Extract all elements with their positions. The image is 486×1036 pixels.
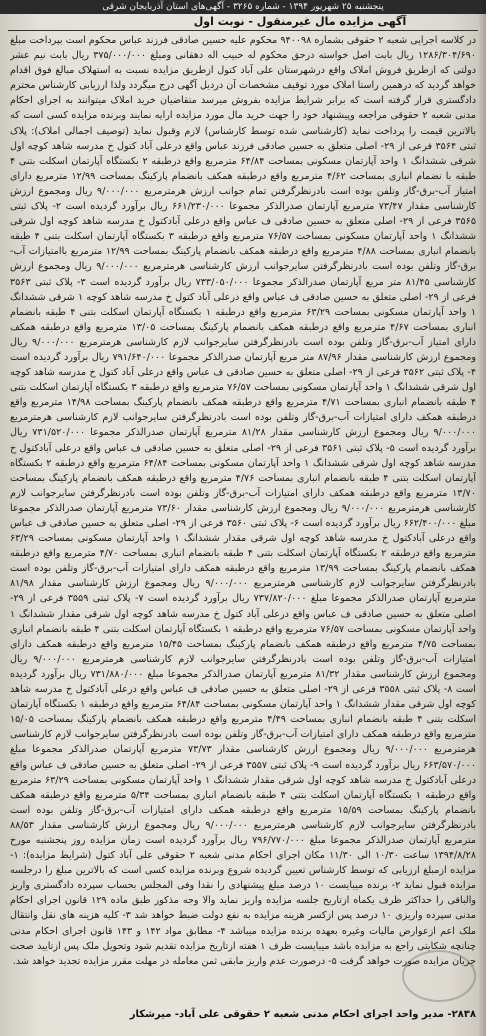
notice-body: در کلاسه اجرایی شعبه ۲ حقوقی بشماره ۹۴۰۰۹۸ محکوم علیه حسین صادقی فرزند عباس محکوم است بپرداخت مبلغ ۱۲۸۶/۳۰۴/۶۹۰ ریال بابت اصل خواسته درحق محکوم له حبیب اله دهقانی ومبلغ ۳۷۵/۰۰۰/۰۰۰ ریال بابت نیم عشر دولتی که ازطریق فروش املاک واقع درشهرستان علی آباد کتول ازطریق مزایده نسبت به استهلاک مبالغ فوق اقدام خواهد گردید که درهمین راستا املاک مورد توقیف مشخصات آن دردیل آگهی درج میگردد ولذا ارزیابی کارشناس محترم دادگستری قرار گرفته است که برابر شرایط مزایده بفروش میرسد متقاضیان خرید املاک میتوانند به اجرای احکام مدنی شعبه ۲ حقوقی مراجعه وپیشنهاد خود را جهت خرید مال مورد مزایده ارایه نمایند وبرنده مزایده کسی است که بالاترین قیمت را پرداخت نماید (کارشناسی شده توسط کارشناس) لازم وقبول نماید (توصیف اجمالی املاک): پلاک ثبتی ۳۵۶۴ فرعی از ۲۹- اصلی متعلق به حسین صادقی فرزند عباس واقع درعلی آباد کتول خ مدرسه شاهد کوچه اول شرقی ششدانگ ۱ واحد آپارتمان مسکونی بمساحت ۶۴/۸۴ مترمربع واقع درطبقه ۲ بکستگاه آپارتمان اسکلت بتنی ۴ طبقه با نضمام انباری بمساحت ۴/۶۲ مترمربع واقع درطبقه همکف بانضمام پارکینگ بمساحت ۱۲/۹۹ مترمربع دارای امتیاز آب-برق-گاز وتلفن بوده است بادرنظرگرفتن تمام جوانب ارزش هرمترمربع ۹/۰۰۰/۰۰۰ ریال ومجموع ارزش کارشناسی مقدار ۷۳/۴۷ مترمربع آپارتمان صدرالذکر مجموعا ۶۶۱/۲۳۰/۰۰۰ ریال برآورد گردیده است ۲- پلاک ثبتی ۳۵۶۵ فرعی از ۲۹- اصلی متعلق به حسین صادقی ف عباس واقع درعلی آبادکتول خ مدرسه شاهد کوچه اول شرقی ششدانگ ۱ واحد آپارتمان مسکونی بمساحت ۷۶/۵۷ مترمربع واقع درطبقه ۳ بکستگاه آپارتمان اسکلت بتنی ۴ طبقه بانضمام انباری بمساحت ۴/۸۸ مترمربع واقع درطبقه همکف بانضمام پارکینگ بمساحت ۱۲/۹۹ مترمربع باامتیازات آب-برق-گاز وتلفن بوده است بادرنظرگرفتن سایرجوانب ارزش کارشناسی هرمترمربع ۹/۰۰۰/۰۰۰ ریال ومجموع ارزش کارشناسی ۸۱/۴۵ متر مربع آپارتمان صدرالذکر مجموعا ۷۳۳/۰۵۰/۰۰۰ ریال برآورد گردیده است ۳- پلاک ثبتی ۳۵۶۳ فرعی از ۲۹- اصلی متعلق به حسین صادقی ف عباس واقع درعلی آباد کتول خ مدرسه شاهد کوچه ۱ شرقی ششدانگ ۱ واحد آپارتمان مسکونی بمساحت ۶۳/۲۹ مترمربع واقع درطبقه ۱ بکستگاه آپارتمان اسکلت بتنی ۴ طبقه بانضمام انباری بمساحت ۴/۶۷ مترمربع واقع درطبقه همکف بانضمام پارکینگ بمساحت ۱۳/۰۵ مترمربع واقع درطبقه همکف دارای امتیاز آب-برق-گاز وتلفن بوده است بادرنظرگرفتن سایرجوانب لازم کارشناسی هرمترمربع ۹/۰۰۰/۰۰۰ ریال ومجموع ارزش کارشناسی مقدار ۸۷/۹۶ متر مربع آپارتمان صدرالذکر مجموعا ۷۹۱/۶۴۰/۰۰۰ ریال برآورد گردیده است ۴- پلاک ثبتی ۳۵۶۲ فرعی از ۲۹- اصلی متعلق به حسین صادقی ف عباس واقع درعلی آباد کتول خ مدرسه شاهد کوچه اول شرقی ششدانگ ۱ واحد آپارتمان مسکونی بمساحت ۷۶/۵۷ مترمربع واقع درطبقه ۳ بکستگاه آپارتمان اسکلت بتنی ۴ طبقه بانضمام انباری بمساحت ۴/۷۱ مترمربع واقع درطبقه همکف بانضمام پارکینگ بمساحت ۱۴/۹۸ مترمربع واقع درطبقه همکف دارای امتیازات آب-برق-گاز وتلفن بوده است بادرنظرگرفتن سایرجوانب لازم کارشناسی هرمترمربع ۹/۰۰۰/۰۰۰ ریال ومجموع ارزش کارشناسی مقدار ۸۱/۲۸ مترمربع آپارتمان صدرالذکر مجموعا ۷۳۱/۵۲۰/۰۰۰ ریال برآورد گردیده است ۵- پلاک ثبتی ۳۵۶۱ فرعی از ۲۹- اصلی متعلق به حسین صادقی ف عباس واقع درعلی آبادکتول خ مدرسه شاهد کوچه اول شرقی ششدانگ ۱ واحد آپارتمان مسکونی بمساحت ۶۴/۸۴ مترمربع واقع درطبقه ۲ بکستگاه آپارتمان اسکلت بتنی ۴ طبقه بانضمام انباری بمساحت ۴/۷۶ مترمربع واقع درطبقه همکف بانضمام پارکینگ بمساحت ۱۳/۷۰ مترمربع واقع درطبقه همکف دارای امتیازات آب-برق-گاز وتلفن بوده است بادرنظرگرفتن سایرجوانب لازم کارشناسی هرمترمربع ۹/۰۰۰/۰۰۰ ریال ومجموع ارزش کارشناسی مقدار ۷۳/۶۰ مترمربع آپارتمان صدرالذکر مجموعا مبلغ ۶۶۲/۴۰۰/۰۰۰ ریال برآورد گردیده است ۶- پلاک ثبتی ۳۵۶۰ فرعی از ۲۹- اصلی متعلق به حسین صادقی ف عباس واقع درعلی آبادکتول خ مدرسه شاهد کوچه اول شرقی مقدار ششدانگ ۱ واحد آپارتمان مسکونی بمساحت ۶۳/۲۹ مترمربع واقع درطبقه ۲ بکستگاه آپارتمان اسکلت بتنی ۴ طبقه بانضمام انباری بمساحت ۴/۷۰ مترمربع واقع درطبقه همکف بانضمام پارکینگ بمساحت ۱۳/۹۹ مترمربع واقع درطبقه همکف دارای امتیازات آب-برق-گاز وتلفن بوده است بادرنظرگرفتن سایرجوانب لازم کارشناسی هرمترمربع ۹/۰۰۰/۰۰۰ ریال ومجموع ارزش کارشناسی مقدار ۸۱/۹۸ مترمربع آپارتمان صدرالذکر مجموعا مبلغ ۷۳۷/۸۲۰/۰۰۰ ریال برآورد گردیده است ۷- پلاک ثبتی ۳۵۵۹ فرعی از ۲۹- اصلی متعلق به حسین صادقی ف عباس واقع درعلی آباد کتول خ مدرسه شاهد کوچه اول شرقی مقدار ششدانگ ۱ واحد آپارتمان مسکونی بمساحت ۷۶/۵۷ مترمربع واقع درطبقه ۱ بکستگاه آپارتمان اسکلت بتنی ۴ طبقه بانضمام انباری بمساحت ۴/۷۵ مترمربع واقع درطبقه همکف بانضمام پارکینگ بمساحت ۱۵/۴۵ مترمربع واقع درطبقه همکف دارای امتیازات آب-برق-گاز وتلفن بوده است بادرنظرگرفتن سایرجوانب لازم کارشناسی هرمترمربع ۹/۰۰۰/۰۰۰ ریال ومجموع ارزش کارشناسی مقدار ۸۱/۳۲ مترمربع آپارتمان صدرالذکر مجموعا مبلغ ۷۳۱/۸۸۰/۰۰۰ ریال برآورد گردیده است ۸- پلاک ثبتی ۳۵۵۸ فرعی از ۲۹- اصلی متعلق به حسین صادقی ف عباس واقع درعلی آبادکتول خ مدرسه شاهد کوچه اول شرقی مقدار ششدانگ ۱ واحد آپارتمان مسکونی بمساحت ۶۴/۸۴ مترمربع واقع درطبقه ۱ بکستگاه آپارتمان اسکلت بتنی ۴ طبقه بانضمام انباری بمساحت ۴/۴۹ مترمربع واقع درطبقه همکف بانضمام پارکینگ بمساحت ۱۵/۰۵ مترمربع واقع درطبقه همکف دارای امتیازات آب-برق-گاز وتلفن بوده است بادرنظرگرفتن سایرجوانب لازم کارشناسی هرمترمربع ۹/۰۰۰/۰۰۰ ریال ومجموع ارزش کارشناسی مقدار ۷۳/۷۳ مترمربع آپارتمان صدرالذکر مجموعا مبلغ ۶۶۳/۵۷۰/۰۰۰ ریال برآورد گردیده است ۹- پلاک ثبتی ۳۵۵۷ فرعی از ۲۹- اصلی متعلق به حسین صادقی ف عباس واقع درعلی آبادکتول خ مدرسه شاهد کوچه اول شرقی مقدار ششدانگ ۱ واحد آپارتمان مسکونی بمساحت ۶۳/۲۹ مترمربع واقع درطبقه ۱ بکستگاه آپارتمان اسکلت بتنی ۴ طبقه بانضمام انباری بمساحت ۵/۳۴ مترمربع واقع درطبقه همکف بانضمام پارکینگ بمساحت ۱۵/۵۹ مترمربع واقع درطبقه همکف دارای امتیازات آب-برق-گاز وتلفن بوده است بادرنظرگرفتن سایرجوانب لازم کارشناسی هرمترمربع ۹/۰۰۰/۰۰۰ ریال ومجموع ارزش کارشناسی مقدار ۸۸/۵۳ مترمربع آپارتمان صدرالذکر مجموعا مبلغ ۷۹۶/۷۷۰/۰۰۰ ریال برآورد گردیده است زمان مزایده روز پنجشنبه مورخ ۱۳۹۴/۸/۲۸ ساعت ۱۰/۳۰ الی ۱۱/۳۰ مکان اجرای احکام مدنی شعبه ۲ حقوقی علی آباد کتول (شرایط مزایده): ۱- مزایده ازمبلغ ارزیابی که توسط کارشناس تعیین گردیده شروع وبرنده مزایده کسی است که بالاترین مبلغ را درجلسه مزایده قبول نماید ۲- برنده میبایست ۱۰ درصد مبلغ پیشنهادی را نقدا وفی المجلس بحساب سپرده دادگستری واریز والباقی را حداکثر ظرف یکماه ازتاریخ جلسه مزایده واریز نماید والا وجه مذکور طبق ماده ۱۲۹ قانون اجرای احکام مدنی سپرده واریزی ۱۰ درصد پس ازکسر هزینه مزایده به نفع دولت ضبط خواهد شد ۳- کلیه هزینه های نقل وانتقال ملک اعم ازعوارض مالیات وغیره بعهده برنده مزایده میباشد ۴- مطابق مواد ۱۴۲ و ۱۴۳ قانون اجرای احکام مدنی چنانچه شکایتی راجع به مزایده باشد میبایست ظرف ۱ هفته ازتاریخ مزایده تقدیم شود وتحویل ملک پس ازتایید صحت جریان مزایده صورت خواهد گرفت ۵- درصورت عدم واریز مابقی ثمن معامله در مهلت مقرر مزایده تجدید خواهد شد. bbox=[10, 35, 476, 967]
page-edge-shadow bbox=[478, 0, 486, 1036]
title-divider bbox=[8, 30, 478, 31]
newspaper-header-strip: پنجشنبه ۲۵ شهریور ۱۳۹۴ - شماره ۳۲۶۵ - آگهی‌های استان آذربایجان شرقی bbox=[0, 0, 486, 14]
notice-signature: ۲۸۳۸- مدیر واحد اجرای احکام مدنی شعبه ۲ حقوقی علی آباد- میرشکار bbox=[129, 1009, 476, 1020]
notice-title: آگهی مزایده مال غیرمنقول - نوبت اول bbox=[193, 15, 407, 28]
faded-stamp bbox=[402, 950, 476, 1002]
